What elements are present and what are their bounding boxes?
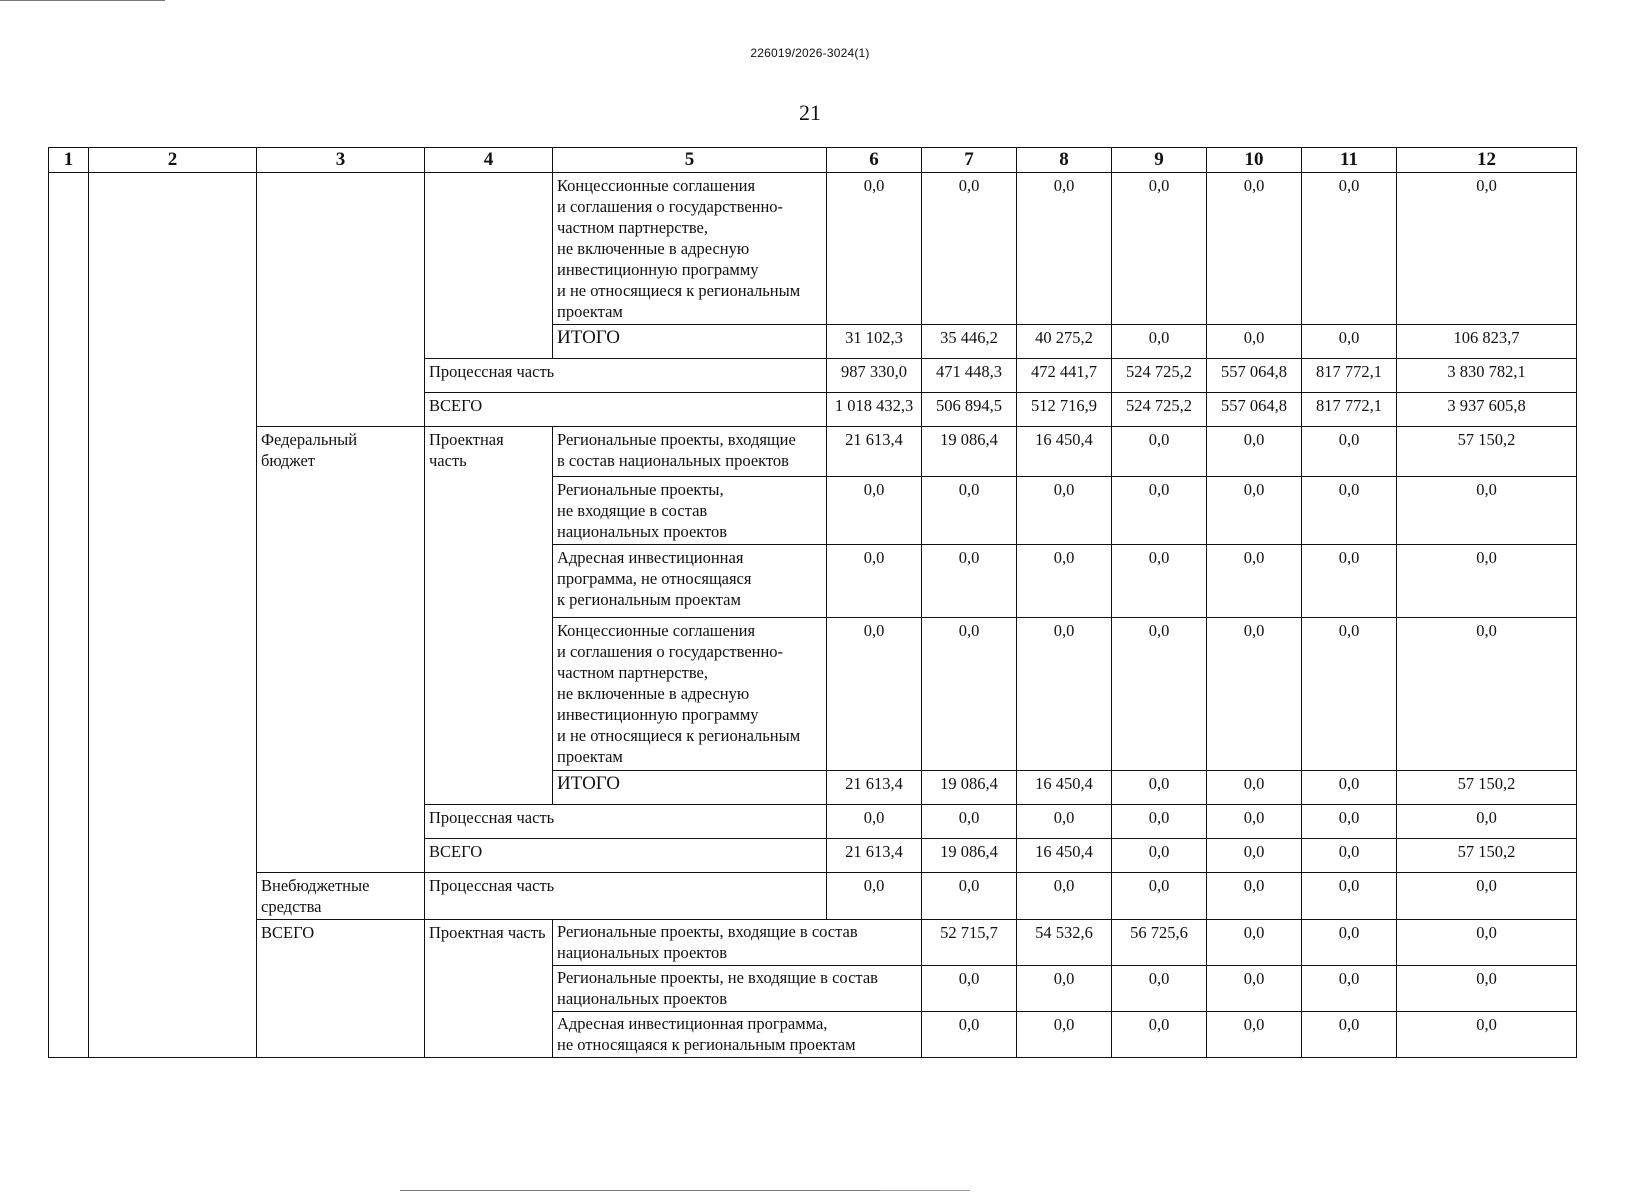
row-label: Концессионные соглашения и соглашения о государственно- частном партнерстве, не включенные в адресную инвестиционную программу и не относящиеся к региональным проектам bbox=[553, 173, 827, 325]
header-cell: 9 bbox=[1112, 148, 1207, 173]
value-cell: 506 894,5 bbox=[922, 393, 1017, 427]
value-cell: 0,0 bbox=[1207, 477, 1302, 545]
value-cell: 0,0 bbox=[1302, 873, 1397, 920]
header-cell: 12 bbox=[1397, 148, 1577, 173]
row-label-process: Процессная часть bbox=[425, 359, 827, 393]
row-label: Региональные проекты, не входящие в состав национальных проектов bbox=[553, 477, 827, 545]
header-cell: 1 bbox=[49, 148, 89, 173]
value-cell: 0,0 bbox=[922, 477, 1017, 545]
header-cell: 11 bbox=[1302, 148, 1397, 173]
value-cell: 0,0 bbox=[1017, 1012, 1112, 1058]
value-cell: 0,0 bbox=[1207, 618, 1302, 771]
value-cell: 0,0 bbox=[1207, 873, 1302, 920]
value-cell: 16 450,4 bbox=[1017, 839, 1112, 873]
value-cell: 817 772,1 bbox=[1302, 393, 1397, 427]
value-cell: 19 086,4 bbox=[922, 839, 1017, 873]
row-label: Региональные проекты, входящие в состав национальных проектов bbox=[553, 427, 827, 477]
scan-edge-mark bbox=[880, 1190, 970, 1191]
value-cell: 0,0 bbox=[1112, 771, 1207, 805]
value-cell: 0,0 bbox=[1112, 618, 1207, 771]
value-cell: 57 150,2 bbox=[1397, 771, 1577, 805]
value-cell: 19 086,4 bbox=[922, 427, 1017, 477]
row-label-process: Процессная часть bbox=[425, 873, 827, 920]
value-cell: 0,0 bbox=[1207, 325, 1302, 359]
value-cell: 0,0 bbox=[1112, 427, 1207, 477]
row-label-itogo: ИТОГО bbox=[553, 771, 827, 805]
row-label-total-project-part: Проектная часть bbox=[425, 920, 553, 1058]
value-cell: 52 715,7 bbox=[922, 920, 1017, 966]
value-cell: 40 275,2 bbox=[1017, 325, 1112, 359]
table-row bbox=[49, 173, 1577, 325]
row-label-vsego: ВСЕГО bbox=[425, 393, 827, 427]
table-row bbox=[49, 873, 1577, 920]
value-cell: 21 613,4 bbox=[827, 839, 922, 873]
value-cell: 0,0 bbox=[1017, 545, 1112, 618]
value-cell: 0,0 bbox=[1112, 545, 1207, 618]
value-cell: 0,0 bbox=[1017, 873, 1112, 920]
value-cell: 0,0 bbox=[1017, 173, 1112, 325]
value-cell: 0,0 bbox=[1207, 966, 1302, 1012]
value-cell: 0,0 bbox=[827, 873, 922, 920]
table-row bbox=[49, 427, 1577, 477]
col1-cell bbox=[49, 173, 89, 1058]
value-cell: 0,0 bbox=[1017, 966, 1112, 1012]
value-cell: 0,0 bbox=[1302, 920, 1397, 966]
value-cell: 817 772,1 bbox=[1302, 359, 1397, 393]
value-cell: 0,0 bbox=[922, 805, 1017, 839]
value-cell: 0,0 bbox=[1112, 477, 1207, 545]
col4-cell bbox=[425, 173, 553, 359]
value-cell: 0,0 bbox=[1397, 618, 1577, 771]
row-label-process: Процессная часть bbox=[425, 805, 827, 839]
row-label-project-part: Проектная часть bbox=[425, 427, 553, 805]
value-cell: 54 532,6 bbox=[1017, 920, 1112, 966]
value-cell: 0,0 bbox=[1112, 325, 1207, 359]
value-cell: 0,0 bbox=[1302, 966, 1397, 1012]
value-cell: 0,0 bbox=[1302, 771, 1397, 805]
value-cell: 35 446,2 bbox=[922, 325, 1017, 359]
value-cell: 0,0 bbox=[1397, 477, 1577, 545]
header-cell: 6 bbox=[827, 148, 922, 173]
value-cell: 1 018 432,3 bbox=[827, 393, 922, 427]
value-cell: 0,0 bbox=[1302, 477, 1397, 545]
header-cell: 8 bbox=[1017, 148, 1112, 173]
value-cell: 0,0 bbox=[827, 173, 922, 325]
page-number: 21 bbox=[799, 100, 821, 125]
value-cell: 0,0 bbox=[922, 545, 1017, 618]
value-cell: 0,0 bbox=[827, 805, 922, 839]
value-cell: 19 086,4 bbox=[922, 771, 1017, 805]
value-cell: 57 150,2 bbox=[1397, 839, 1577, 873]
value-cell: 0,0 bbox=[922, 873, 1017, 920]
value-cell: 0,0 bbox=[1017, 805, 1112, 839]
value-cell: 16 450,4 bbox=[1017, 771, 1112, 805]
value-cell: 512 716,9 bbox=[1017, 393, 1112, 427]
header-cell: 7 bbox=[922, 148, 1017, 173]
value-cell: 0,0 bbox=[1302, 805, 1397, 839]
value-cell: 0,0 bbox=[1397, 920, 1577, 966]
value-cell: 524 725,2 bbox=[1112, 393, 1207, 427]
header-row bbox=[49, 148, 1577, 173]
row-label-total: ВСЕГО bbox=[257, 920, 425, 1058]
header-cell: 5 bbox=[553, 148, 827, 173]
row-label: Концессионные соглашения и соглашения о государственно- частном партнерстве, не включенные в адресную инвестиционную программу и не относящиеся к региональным проектам bbox=[553, 618, 827, 771]
value-cell: 0,0 bbox=[827, 545, 922, 618]
table-row bbox=[49, 920, 1577, 966]
value-cell: 0,0 bbox=[1302, 545, 1397, 618]
value-cell: 0,0 bbox=[1017, 618, 1112, 771]
value-cell: 0,0 bbox=[1397, 545, 1577, 618]
header-cell: 3 bbox=[257, 148, 425, 173]
value-cell: 0,0 bbox=[1397, 966, 1577, 1012]
value-cell: 0,0 bbox=[1207, 1012, 1302, 1058]
col3-cell bbox=[257, 173, 425, 427]
value-cell: 0,0 bbox=[1397, 173, 1577, 325]
row-label-itogo: ИТОГО bbox=[553, 325, 827, 359]
value-cell: 0,0 bbox=[1207, 771, 1302, 805]
value-cell: 56 725,6 bbox=[1112, 920, 1207, 966]
value-cell: 0,0 bbox=[1207, 920, 1302, 966]
value-cell: 557 064,8 bbox=[1207, 359, 1302, 393]
value-cell: 0,0 bbox=[1302, 839, 1397, 873]
value-cell: 0,0 bbox=[1302, 173, 1397, 325]
value-cell: 0,0 bbox=[1207, 545, 1302, 618]
value-cell: 0,0 bbox=[1302, 427, 1397, 477]
value-cell: 0,0 bbox=[827, 477, 922, 545]
scan-edge-mark bbox=[0, 0, 165, 1]
value-cell: 0,0 bbox=[1112, 173, 1207, 325]
value-cell: 987 330,0 bbox=[827, 359, 922, 393]
row-label-extra-budget: Внебюджетные средства bbox=[257, 873, 425, 920]
scan-edge-mark bbox=[400, 1190, 880, 1191]
value-cell: 0,0 bbox=[922, 1012, 1017, 1058]
value-cell: 3 830 782,1 bbox=[1397, 359, 1577, 393]
value-cell: 0,0 bbox=[922, 966, 1017, 1012]
value-cell: 0,0 bbox=[1302, 618, 1397, 771]
value-cell: 0,0 bbox=[1397, 1012, 1577, 1058]
value-cell: 0,0 bbox=[1017, 477, 1112, 545]
value-cell: 0,0 bbox=[1207, 839, 1302, 873]
value-cell: 3 937 605,8 bbox=[1397, 393, 1577, 427]
value-cell: 524 725,2 bbox=[1112, 359, 1207, 393]
value-cell: 0,0 bbox=[1112, 1012, 1207, 1058]
value-cell: 21 613,4 bbox=[827, 427, 922, 477]
value-cell: 0,0 bbox=[1207, 427, 1302, 477]
row-label-federal-budget: Федеральный бюджет bbox=[257, 427, 425, 873]
value-cell: 106 823,7 bbox=[1397, 325, 1577, 359]
header-cell: 10 bbox=[1207, 148, 1302, 173]
value-cell: 0,0 bbox=[1207, 805, 1302, 839]
value-cell: 0,0 bbox=[1112, 839, 1207, 873]
value-cell: 0,0 bbox=[1397, 873, 1577, 920]
value-cell: 0,0 bbox=[1207, 173, 1302, 325]
value-cell: 0,0 bbox=[1112, 873, 1207, 920]
value-cell: 0,0 bbox=[827, 618, 922, 771]
value-cell: 21 613,4 bbox=[827, 771, 922, 805]
header-cell: 4 bbox=[425, 148, 553, 173]
row-label: Региональные проекты, не входящие в состав национальных проектов bbox=[553, 966, 922, 1012]
col2-cell bbox=[89, 173, 257, 1058]
row-label: Региональные проекты, входящие в состав национальных проектов bbox=[553, 920, 922, 966]
value-cell: 471 448,3 bbox=[922, 359, 1017, 393]
value-cell: 557 064,8 bbox=[1207, 393, 1302, 427]
document-id: 226019/2026-3024(1) bbox=[750, 46, 870, 60]
value-cell: 0,0 bbox=[1302, 325, 1397, 359]
value-cell: 57 150,2 bbox=[1397, 427, 1577, 477]
value-cell: 0,0 bbox=[922, 173, 1017, 325]
row-label: Адресная инвестиционная программа, не относящаяся к региональным проектам bbox=[553, 1012, 922, 1058]
header-cell: 2 bbox=[89, 148, 257, 173]
value-cell: 472 441,7 bbox=[1017, 359, 1112, 393]
row-label: Адресная инвестиционная программа, не относящаяся к региональным проектам bbox=[553, 545, 827, 618]
value-cell: 0,0 bbox=[1112, 966, 1207, 1012]
value-cell: 0,0 bbox=[922, 618, 1017, 771]
value-cell: 0,0 bbox=[1112, 805, 1207, 839]
value-cell: 0,0 bbox=[1302, 1012, 1397, 1058]
value-cell: 0,0 bbox=[1397, 805, 1577, 839]
row-label-vsego: ВСЕГО bbox=[425, 839, 827, 873]
value-cell: 31 102,3 bbox=[827, 325, 922, 359]
value-cell: 16 450,4 bbox=[1017, 427, 1112, 477]
budget-table bbox=[48, 147, 1577, 1058]
